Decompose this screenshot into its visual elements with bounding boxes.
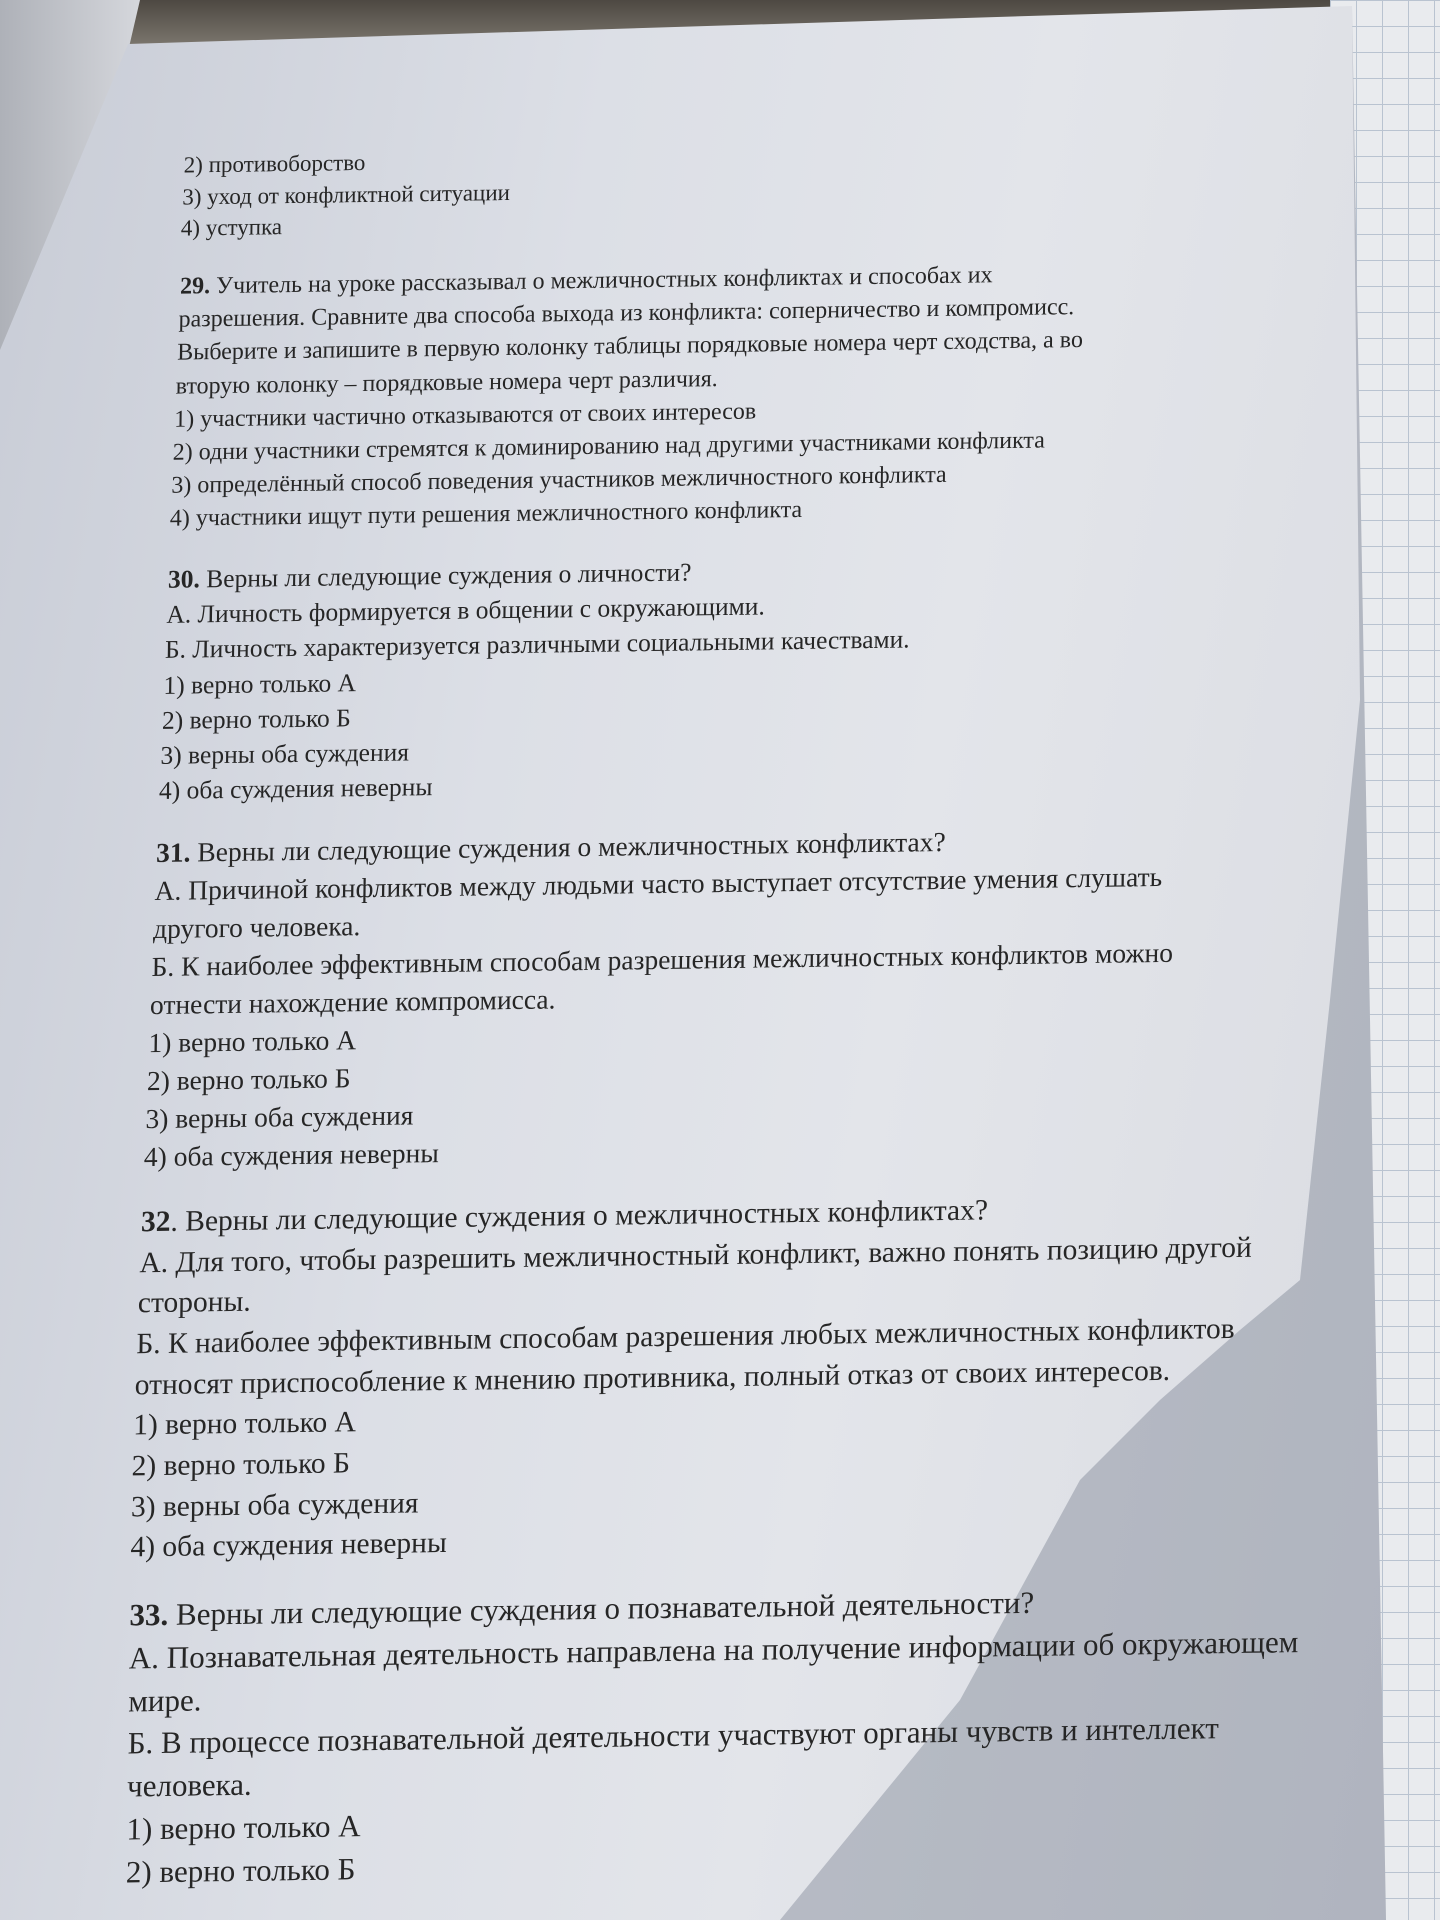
question-text: Верны ли следующие суждения о межличностных конфликтах?: [197, 826, 946, 868]
statement-line: Б. Личность характеризуется различными социальными качествами.: [164, 624, 910, 665]
option-line: 2) верно только Б: [125, 1851, 356, 1890]
option-line: 2) верно только Б: [161, 703, 352, 735]
statement-line: Б. В процессе познавательной деятельности участвуют органы чувств и интеллект: [127, 1710, 1220, 1761]
option-line: 3) определённый способ поведения участников межличностного конфликта: [171, 461, 947, 499]
statement-line: относят приспособление к мнению противника, полный отказ от своих интересов.: [134, 1354, 1171, 1401]
statement-line: Б. К наиболее эффективным способам разрешения любых межличностных конфликтов: [136, 1312, 1235, 1361]
question-number: 30.: [167, 564, 201, 594]
question-number: 32: [140, 1205, 171, 1239]
statement-line: А. Личность формируется в общении с окружающими.: [166, 591, 766, 630]
option-line: 3) верны оба суждения: [130, 1487, 419, 1524]
statement-line: отнести нахождение компромисса.: [149, 983, 556, 1021]
question-28-tail: [149, 134, 1280, 245]
question-31: [136, 819, 1271, 1176]
question-text: Учитель на уроке рассказывал о межличностных конфликтах и способах их: [215, 262, 993, 300]
statement-line: человека.: [126, 1766, 253, 1804]
question-32: [130, 1186, 1265, 1568]
document-text: [125, 134, 1299, 1894]
option-line: 4) оба суждения неверны: [130, 1527, 448, 1564]
question-number: 33.: [129, 1597, 169, 1633]
option-line: 4) оба суждения неверны: [143, 1136, 440, 1173]
option-line: 3) верны оба суждения: [145, 1099, 414, 1135]
option-line: 4) участники ищут пути решения межличностного конфликта: [169, 496, 803, 532]
statement-line: А. Для того, чтобы разрешить межличностный конфликт, важно понять позицию другой: [139, 1231, 1253, 1279]
question-text: Верны ли следующие суждения о познавательной деятельности?: [175, 1584, 1035, 1632]
option-line: 4) уступка: [180, 214, 283, 242]
option-line: 1) верно только А: [132, 1406, 357, 1442]
statement-line: мире.: [128, 1682, 202, 1719]
question-number: 29.: [179, 273, 211, 300]
question-text: . Верны ли следующие суждения о межличностных конфликтах?: [170, 1194, 989, 1238]
question-29: [145, 255, 1279, 536]
question-text: разрешения. Сравните два способа выхода из конфликта: соперничество и компромисс.: [178, 294, 1075, 333]
statement-line: А. Причиной конфликтов между людьми часто выступает отсутствие умения слушать: [154, 861, 1163, 907]
option-line: 3) верны оба суждения: [160, 737, 410, 770]
question-text: вторую колонку – порядковые номера черт различия.: [175, 365, 718, 400]
option-line: 2) одни участники стремятся к доминированию над другими участниками конфликта: [172, 427, 1046, 466]
option-line: 4) оба суждения неверны: [158, 772, 433, 806]
statement-line: А. Познавательная деятельность направлена на получение информации об окружающем: [128, 1624, 1299, 1676]
question-text: Выберите и запишите в первую колонку таблицы порядковые номера черт сходства, а во: [176, 327, 1084, 367]
question-33: [125, 1579, 1299, 1894]
option-line: 2) верно только Б: [131, 1447, 351, 1483]
question-text: Верны ли следующие суждения о личности?: [206, 557, 692, 594]
question-number: 31.: [155, 836, 191, 869]
option-line: 2) противоборство: [183, 149, 366, 178]
statement-line: стороны.: [137, 1285, 251, 1320]
option-line: 1) участники частично отказываются от своих интересов: [174, 398, 757, 433]
option-line: 1) верно только А: [163, 667, 357, 700]
option-line: 2) верно только Б: [146, 1062, 351, 1097]
option-line: 1) верно только А: [126, 1808, 361, 1847]
question-30: [141, 546, 1274, 808]
option-line: 1) верно только А: [148, 1024, 357, 1059]
statement-line: другого человека.: [152, 910, 361, 945]
option-line: 3) уход от конфликтной ситуации: [182, 179, 511, 210]
statement-line: Б. К наиболее эффективным способам разрешения межличностных конфликтов можно: [151, 936, 1174, 983]
